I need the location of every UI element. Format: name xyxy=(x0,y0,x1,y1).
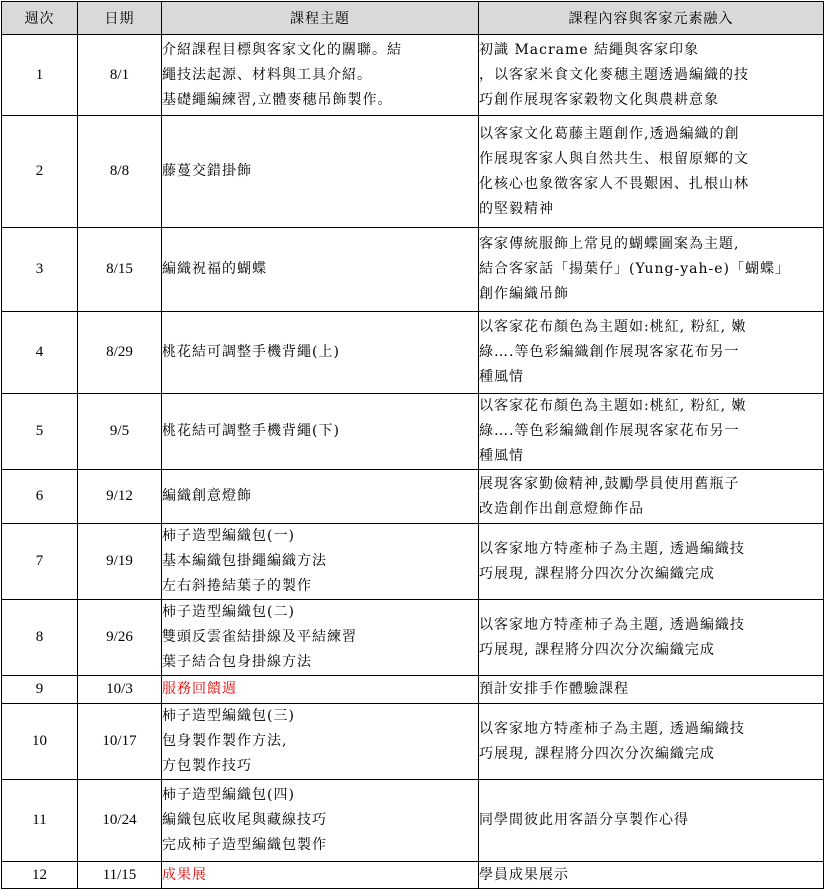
content-line: 種風情 xyxy=(479,448,524,464)
content-line: 綠….等色彩編織創作展現客家花布另一 xyxy=(479,344,740,360)
week-cell: 12 xyxy=(2,862,78,889)
table-row xyxy=(2,228,824,312)
theme-line: 編織創意燈飾 xyxy=(162,488,252,504)
content-line: 展現客家勤儉精神,鼓勵學員使用舊瓶子 xyxy=(479,475,740,492)
theme-line: 編織祝福的蝴蝶 xyxy=(162,261,267,277)
table-row xyxy=(2,470,824,524)
content-cell xyxy=(479,228,824,312)
course-schedule-table xyxy=(1,1,824,889)
date-cell: 10/24 xyxy=(78,780,162,862)
header-theme: 課程主題 xyxy=(162,2,479,35)
date-cell: 8/15 xyxy=(78,228,162,312)
table-row xyxy=(2,600,824,676)
content-cell xyxy=(479,35,824,116)
content-cell xyxy=(479,780,824,862)
content-cell xyxy=(479,676,824,704)
content-cell xyxy=(479,524,824,600)
week-cell: 9 xyxy=(2,676,78,704)
theme-line: 柿子造型編織包(三) xyxy=(162,708,295,724)
theme-cell xyxy=(162,394,479,470)
theme-line: 完成柿子造型編織包製作 xyxy=(162,837,327,853)
theme-cell xyxy=(162,470,479,524)
theme-line: 葉子結合包身掛線方法 xyxy=(162,654,312,670)
week-cell: 5 xyxy=(2,394,78,470)
content-line: ，以客家米食文化麥穗主題透過編織的技 xyxy=(479,66,749,83)
content-line: 以客家花布顏色為主題如:桃紅, 粉紅, 嫩 xyxy=(479,319,747,335)
content-cell xyxy=(479,394,824,470)
theme-cell xyxy=(162,228,479,312)
content-line: 以客家地方特產柿子為主題, 透過編織技 xyxy=(479,540,745,557)
theme-line: 柿子造型編織包(一) xyxy=(162,528,295,544)
theme-cell xyxy=(162,676,479,704)
theme-line: 桃花結可調整手機背繩(下) xyxy=(162,423,340,439)
theme-line: 桃花結可調整手機背繩(上) xyxy=(162,344,340,360)
theme-line: 方包製作技巧 xyxy=(162,758,252,774)
content-line: 改造創作出創意燈飾作品 xyxy=(479,500,644,517)
theme-line: 基本編織包掛繩編織方法 xyxy=(162,553,327,569)
table-row xyxy=(2,312,824,394)
date-cell: 8/29 xyxy=(78,312,162,394)
content-line: 同學間彼此用客語分享製作心得 xyxy=(479,812,689,828)
table-row xyxy=(2,862,824,889)
week-cell: 7 xyxy=(2,524,78,600)
content-line: 綠….等色彩編織創作展現客家花布另一 xyxy=(479,423,740,439)
content-line: 作展現客家人與自然共生、根留原鄉的文 xyxy=(479,150,749,167)
content-line: 化核心也象徵客家人不畏艱困、扎根山林 xyxy=(479,175,749,192)
date-cell: 9/12 xyxy=(78,470,162,524)
date-cell: 9/19 xyxy=(78,524,162,600)
theme-line: 包身製作製作方法, xyxy=(162,733,288,749)
content-line: 以客家地方特產柿子為主題, 透過編織技 xyxy=(479,720,745,737)
date-cell: 8/1 xyxy=(78,35,162,116)
week-cell: 6 xyxy=(2,470,78,524)
content-line: 客家傳統服飾上常見的蝴蝶圖案為主題, xyxy=(479,236,740,252)
content-line: 以客家地方特產柿子為主題, 透過編織技 xyxy=(479,616,745,633)
content-cell xyxy=(479,312,824,394)
theme-cell xyxy=(162,35,479,116)
header-date: 日期 xyxy=(78,2,162,35)
content-cell xyxy=(479,704,824,780)
header-row xyxy=(2,2,824,35)
week-cell: 1 xyxy=(2,35,78,116)
content-line: 結合客家話「揚葉仔」(Yung-yah-e)「蝴蝶」 xyxy=(479,261,790,277)
week-cell: 10 xyxy=(2,704,78,780)
content-line: 創作編織吊飾 xyxy=(479,286,569,302)
content-line: 的堅毅精神 xyxy=(479,200,554,217)
content-line: 巧展現, 課程將分四次分次編織完成 xyxy=(479,565,715,582)
theme-cell xyxy=(162,524,479,600)
theme-line: 雙頭反雲雀結掛線及平結練習 xyxy=(162,629,357,645)
week-cell: 2 xyxy=(2,116,78,228)
theme-cell xyxy=(162,600,479,676)
table-row xyxy=(2,524,824,600)
header-week: 週次 xyxy=(2,2,78,35)
content-line: 預計安排手作體驗課程 xyxy=(479,681,629,697)
week-cell: 3 xyxy=(2,228,78,312)
header-content: 課程內容與客家元素融入 xyxy=(479,2,824,35)
content-line: 巧展現, 課程將分四次分次編織完成 xyxy=(479,641,715,658)
table-row xyxy=(2,704,824,780)
date-cell: 9/26 xyxy=(78,600,162,676)
theme-cell xyxy=(162,312,479,394)
theme-line: 服務回饋週 xyxy=(162,681,237,697)
theme-line: 藤蔓交錯掛飾 xyxy=(162,163,252,179)
content-line: 學員成果展示 xyxy=(479,866,569,883)
theme-line: 柿子造型編織包(四) xyxy=(162,787,295,803)
content-line: 巧創作展現客家穀物文化與農耕意象 xyxy=(479,91,719,108)
date-cell: 11/15 xyxy=(78,862,162,889)
theme-line: 左右斜捲結葉子的製作 xyxy=(162,578,312,594)
table-row xyxy=(2,394,824,470)
content-cell xyxy=(479,600,824,676)
content-line: 以客家文化葛藤主題創作,透過編織的創 xyxy=(479,125,740,142)
content-line: 以客家花布顏色為主題如:桃紅, 粉紅, 嫩 xyxy=(479,398,747,414)
theme-line: 編織包底收尾與藏線技巧 xyxy=(162,812,327,828)
content-line: 種風情 xyxy=(479,369,524,385)
content-line: 巧展現, 課程將分四次分次編織完成 xyxy=(479,745,715,762)
table-row xyxy=(2,35,824,116)
date-cell: 8/8 xyxy=(78,116,162,228)
theme-cell xyxy=(162,780,479,862)
theme-cell xyxy=(162,862,479,889)
week-cell: 8 xyxy=(2,600,78,676)
date-cell: 10/17 xyxy=(78,704,162,780)
table-row xyxy=(2,780,824,862)
theme-line: 介紹課程目標與客家文化的關聯。結 xyxy=(162,41,402,58)
schedule-body xyxy=(2,35,824,889)
theme-line: 繩技法起源、材料與工具介紹。 xyxy=(162,66,372,83)
theme-line: 成果展 xyxy=(162,866,207,883)
week-cell: 11 xyxy=(2,780,78,862)
theme-line: 基礎繩編練習,立體麥穗吊飾製作。 xyxy=(162,91,393,108)
week-cell: 4 xyxy=(2,312,78,394)
theme-cell xyxy=(162,116,479,228)
date-cell: 9/5 xyxy=(78,394,162,470)
table-row xyxy=(2,116,824,228)
content-line: 初識 Macrame 結繩與客家印象 xyxy=(479,41,700,58)
content-cell xyxy=(479,116,824,228)
date-cell: 10/3 xyxy=(78,676,162,704)
content-cell xyxy=(479,470,824,524)
theme-line: 柿子造型編織包(二) xyxy=(162,604,295,620)
table-row xyxy=(2,676,824,704)
theme-cell xyxy=(162,704,479,780)
content-cell xyxy=(479,862,824,889)
